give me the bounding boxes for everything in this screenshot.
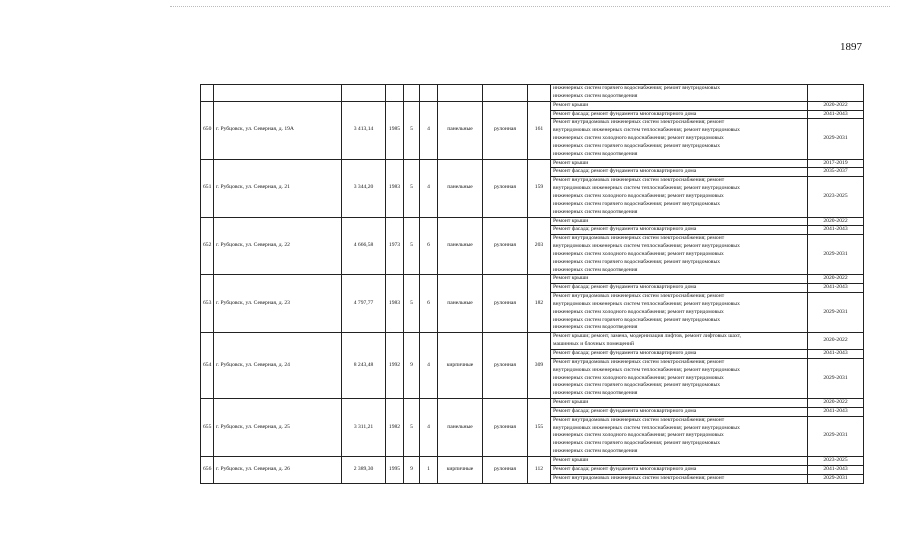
work-years: 2041-2043 <box>808 110 864 119</box>
work-description: Ремонт крыши <box>551 159 808 168</box>
work-years: 2041-2043 <box>808 350 864 359</box>
cell-empty <box>528 85 551 102</box>
work-years: 2029-2031 <box>808 293 864 333</box>
area: 8 243,48 <box>342 333 386 399</box>
address: г. Рубцовск, ул. Северная, д. 19А <box>214 101 342 159</box>
work-years: 2020-2022 <box>808 217 864 226</box>
floors: 5 <box>404 399 420 457</box>
work-description: Ремонт крыши <box>551 399 808 408</box>
build-year: 1985 <box>386 101 404 159</box>
work-years: 2029-2031 <box>808 416 864 456</box>
entrances: 6 <box>420 275 438 333</box>
work-years: 2029-2031 <box>808 235 864 275</box>
work-years: 2020-2022 <box>808 333 864 350</box>
build-year: 1992 <box>386 333 404 399</box>
wall-material: панельные <box>438 101 483 159</box>
row-number: 653 <box>201 275 214 333</box>
work-description: Ремонт крыши <box>551 217 808 226</box>
roof-type: рулонная <box>483 101 528 159</box>
table-row <box>201 275 864 284</box>
table-row <box>201 399 864 408</box>
table-row <box>201 159 864 168</box>
work-years: 2041-2043 <box>808 465 864 474</box>
floors: 5 <box>404 275 420 333</box>
wall-material: кирпичные <box>438 333 483 399</box>
roof-type: рулонная <box>483 399 528 457</box>
work-description: Ремонт внутридомовых инженерных систем электроснабжения; ремонт внутридомовых инженерных систем теплоснабжения; ремонт внутридомовых инженерных систем холодного водоснабжения; ремонт внутридомовых инженерных систем горячего водоснабжения; ремонт внутридомовых инженерных систем водоотведения <box>551 235 808 275</box>
work-years: 2023-2025 <box>808 177 864 217</box>
row-number: 652 <box>201 217 214 275</box>
entrances: 1 <box>420 456 438 483</box>
cell-empty <box>420 85 438 102</box>
area: 3 413,14 <box>342 101 386 159</box>
roof-type: рулонная <box>483 456 528 483</box>
work-description: Ремонт фасада; ремонт фундамента многоквартирного дома <box>551 226 808 235</box>
wall-material: панельные <box>438 275 483 333</box>
build-year: 1982 <box>386 399 404 457</box>
residents: 203 <box>528 217 551 275</box>
cell-empty <box>386 85 404 102</box>
work-description: Ремонт фасада; ремонт фундамента многоквартирного дома <box>551 284 808 293</box>
work-description: Ремонт внутридомовых инженерных систем электроснабжения; ремонт внутридомовых инженерных систем теплоснабжения; ремонт внутридомовых инженерных систем холодного водоснабжения; ремонт внутридомовых инженерных систем горячего водоснабжения; ремонт внутридомовых инженерных систем водоотведения <box>551 177 808 217</box>
table-row <box>201 333 864 350</box>
residents: 309 <box>528 333 551 399</box>
work-description: Ремонт внутридомовых инженерных систем электроснабжения; ремонт внутридомовых инженерных систем теплоснабжения; ремонт внутридомовых инженерных систем холодного водоснабжения; ремонт внутридомовых инженерных систем горячего водоснабжения; ремонт внутридомовых инженерных систем водоотведения <box>551 358 808 398</box>
table-row-fragment <box>201 85 864 102</box>
work-years: 2023-2025 <box>808 456 864 465</box>
work-years: 2041-2043 <box>808 284 864 293</box>
work-years: 2041-2043 <box>808 226 864 235</box>
work-description: Ремонт внутридомовых инженерных систем электроснабжения; ремонт внутридомовых инженерных систем теплоснабжения; ремонт внутридомовых инженерных систем холодного водоснабжения; ремонт внутридомовых инженерных систем горячего водоснабжения; ремонт внутридомовых инженерных систем водоотведения <box>551 293 808 333</box>
work-description: Ремонт крыши <box>551 101 808 110</box>
entrances: 4 <box>420 399 438 457</box>
wall-material: панельные <box>438 399 483 457</box>
row-number: 654 <box>201 333 214 399</box>
row-number: 650 <box>201 101 214 159</box>
area: 2 389,30 <box>342 456 386 483</box>
work-description: Ремонт крыши; ремонт, замена, модернизация лифтов, ремонт лифтовых шахт, машинных и блочных помещений <box>551 333 808 350</box>
cell-empty <box>214 85 342 102</box>
area: 4 797,77 <box>342 275 386 333</box>
roof-type: рулонная <box>483 217 528 275</box>
work-description: Ремонт фасада; ремонт фундамента многоквартирного дома <box>551 465 808 474</box>
entrances: 6 <box>420 217 438 275</box>
row-number: 655 <box>201 399 214 457</box>
work-years: 2017-2019 <box>808 159 864 168</box>
wall-material: кирпичные <box>438 456 483 483</box>
work-years: 2035-2037 <box>808 168 864 177</box>
floors: 5 <box>404 101 420 159</box>
entrances: 4 <box>420 333 438 399</box>
address: г. Рубцовск, ул. Северная, д. 21 <box>214 159 342 217</box>
work-description: Ремонт внутридомовых инженерных систем электроснабжения; ремонт внутридомовых инженерных систем теплоснабжения; ремонт внутридомовых инженерных систем холодного водоснабжения; ремонт внутридомовых инженерных систем горячего водоснабжения; ремонт внутридомовых инженерных систем водоотведения <box>551 416 808 456</box>
work-years: 2029-2031 <box>808 119 864 159</box>
residents: 182 <box>528 275 551 333</box>
work-years: 2029-2031 <box>808 358 864 398</box>
residents: 161 <box>528 101 551 159</box>
area: 3 344,20 <box>342 159 386 217</box>
build-year: 1995 <box>386 456 404 483</box>
entrances: 4 <box>420 159 438 217</box>
row-number: 656 <box>201 456 214 483</box>
entrances: 4 <box>420 101 438 159</box>
cell-empty <box>483 85 528 102</box>
cell-empty <box>438 85 483 102</box>
build-year: 1973 <box>386 217 404 275</box>
cell-empty <box>404 85 420 102</box>
address: г. Рубцовск, ул. Северная, д. 26 <box>214 456 342 483</box>
build-year: 1983 <box>386 159 404 217</box>
roof-type: рулонная <box>483 159 528 217</box>
table-row <box>201 101 864 110</box>
residents: 112 <box>528 456 551 483</box>
floors: 9 <box>404 333 420 399</box>
table-row <box>201 456 864 465</box>
work-description: Ремонт крыши <box>551 456 808 465</box>
work-description: Ремонт фасада; ремонт фундамента многоквартирного дома <box>551 168 808 177</box>
floors: 9 <box>404 456 420 483</box>
floors: 5 <box>404 159 420 217</box>
address: г. Рубцовск, ул. Северная, д. 22 <box>214 217 342 275</box>
row-number: 651 <box>201 159 214 217</box>
table-body <box>201 85 864 484</box>
address: г. Рубцовск, ул. Северная, д. 23 <box>214 275 342 333</box>
area: 3 311,21 <box>342 399 386 457</box>
cell-empty <box>808 85 864 102</box>
residents: 159 <box>528 159 551 217</box>
wall-material: панельные <box>438 159 483 217</box>
work-description: инженерных систем горячего водоснабжения; ремонт внутридомовых инженерных систем водоотведения <box>551 85 808 102</box>
work-years: 2020-2022 <box>808 275 864 284</box>
table-row <box>201 217 864 226</box>
build-year: 1983 <box>386 275 404 333</box>
roof-type: рулонная <box>483 275 528 333</box>
wall-material: панельные <box>438 217 483 275</box>
work-description: Ремонт фасада; ремонт фундамента многоквартирного дома <box>551 350 808 359</box>
address: г. Рубцовск, ул. Северная, д. 24 <box>214 333 342 399</box>
residents: 155 <box>528 399 551 457</box>
work-years: 2029-2031 <box>808 474 864 483</box>
work-description: Ремонт фасада; ремонт фундамента многоквартирного дома <box>551 407 808 416</box>
floors: 5 <box>404 217 420 275</box>
work-years: 2020-2022 <box>808 101 864 110</box>
work-years: 2020-2022 <box>808 399 864 408</box>
cell-empty <box>201 85 214 102</box>
page-number: 1897 <box>840 41 862 53</box>
work-description: Ремонт фасада; ремонт фундамента многоквартирного дома <box>551 110 808 119</box>
scan-artifact-line <box>170 6 890 7</box>
address: г. Рубцовск, ул. Северная, д. 25 <box>214 399 342 457</box>
work-years: 2041-2043 <box>808 407 864 416</box>
work-description: Ремонт внутридомовых инженерных систем электроснабжения; ремонт внутридомовых инженерных систем теплоснабжения; ремонт внутридомовых инженерных систем холодного водоснабжения; ремонт внутридомовых инженерных систем горячего водоснабжения; ремонт внутридомовых инженерных систем водоотведения <box>551 119 808 159</box>
cell-empty <box>342 85 386 102</box>
area: 4 666,58 <box>342 217 386 275</box>
housing-repair-table <box>200 84 864 484</box>
work-description: Ремонт крыши <box>551 275 808 284</box>
work-description: Ремонт внутридомовых инженерных систем электроснабжения; ремонт <box>551 474 808 483</box>
roof-type: рулонная <box>483 333 528 399</box>
